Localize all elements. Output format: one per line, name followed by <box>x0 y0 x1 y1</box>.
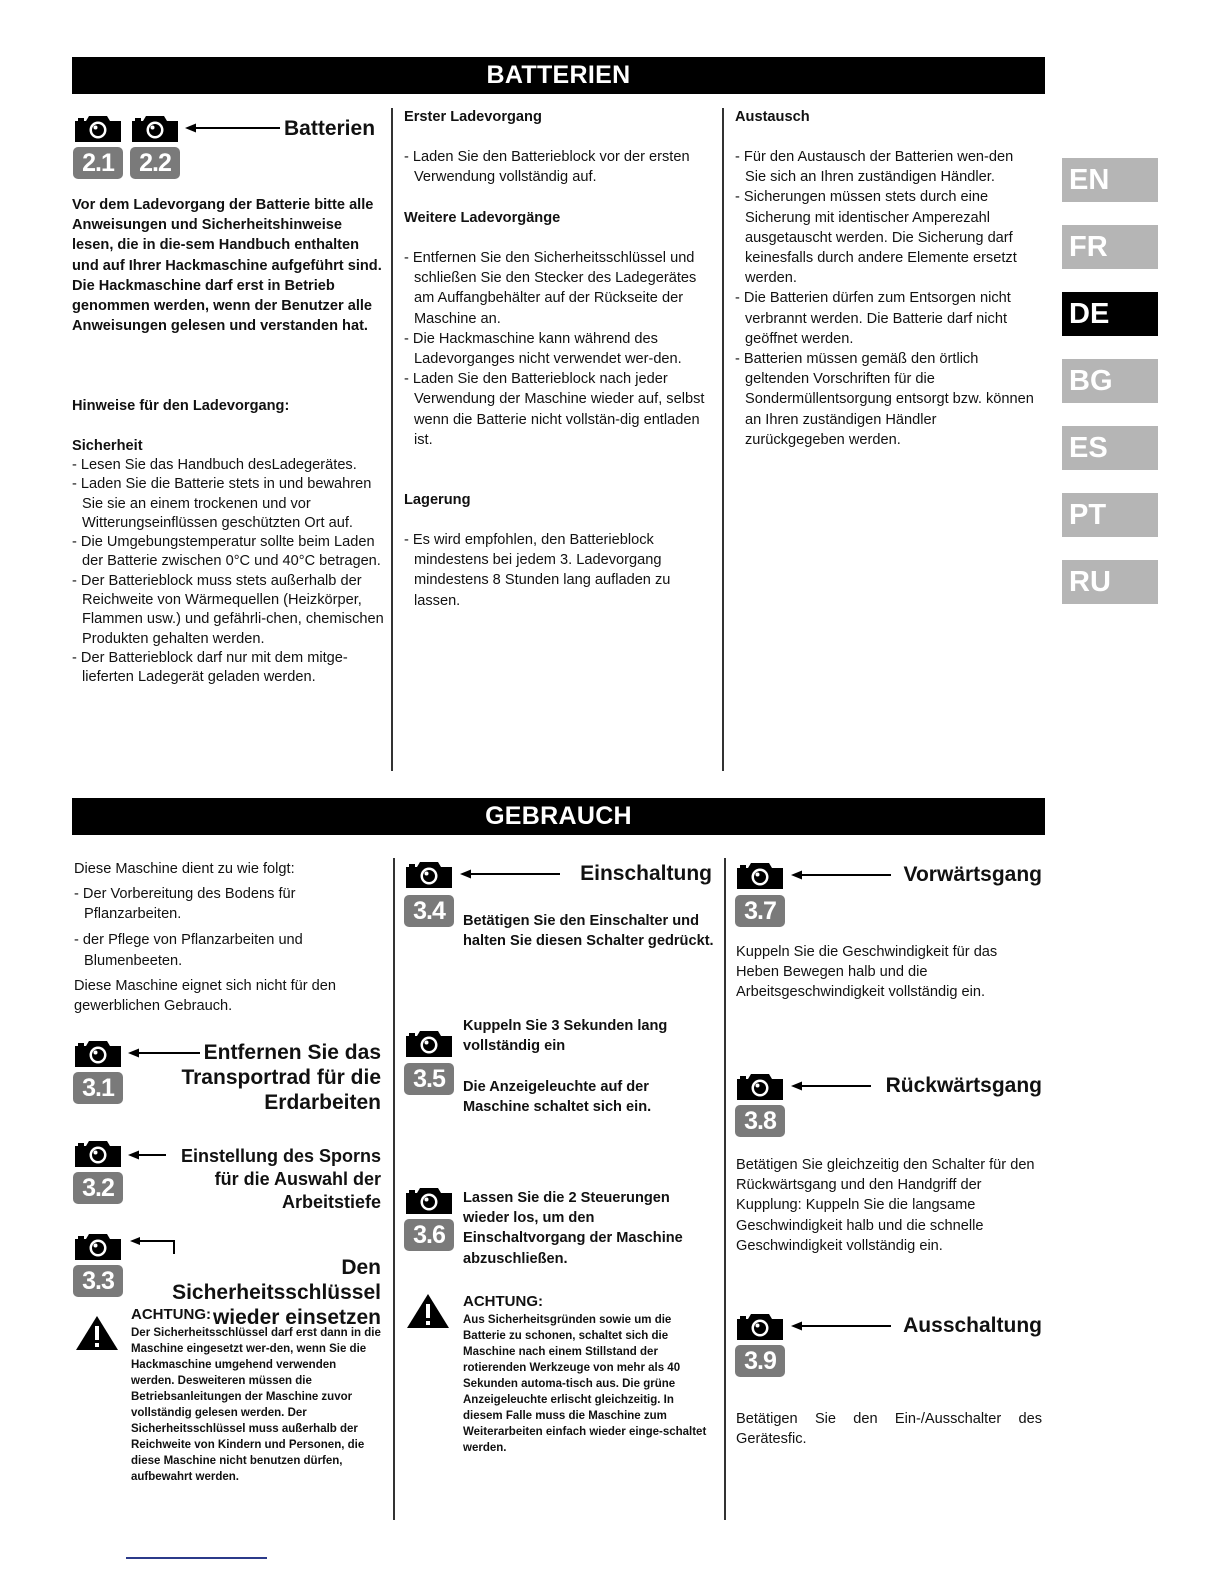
step-3-4-text: Betätigen Sie den Einschalter und halten Sie diesen Schalter gedrückt. <box>463 913 714 950</box>
figure-badge-3-3: 3.3 <box>73 1265 123 1297</box>
storage-heading: Lagerung <box>404 492 471 508</box>
warning-heading: ACHTUNG: <box>131 1306 211 1323</box>
language-tab-bg[interactable]: BG <box>1062 359 1158 403</box>
camera-icon <box>404 1187 454 1215</box>
list-item: - Der Batterieblock muss stets außerhalb der Reichweite von Wärmequellen (Heizkörper, Flammen usw.) und gefährli-chen, chemischen Produkten gehalten werden. <box>72 572 384 649</box>
language-tab-pt[interactable]: PT <box>1062 493 1158 537</box>
figure-label-rueckwaertsgang: Rückwärtsgang <box>885 1074 1042 1097</box>
charging-intro: Vor dem Ladevorgang der Batterie bitte alle Anweisungen und Sicherheitshinweise lesen, die in die-sem Handbuch enthalten und auf Ihrer Hackmaschine aufgeführt sind. Die Hackmaschine darf erst in Betrieb genommen werden, wenn der Benutzer alle Anweisungen gelesen und verstanden hat. <box>72 197 382 335</box>
list-item: - Die Hackmaschine kann während des Ladevorganges nicht verwendet wer-den. <box>404 329 712 369</box>
footer-line <box>126 1557 267 1559</box>
camera-icon <box>73 115 123 143</box>
figure-badge-3-4: 3.4 <box>404 895 454 927</box>
replacement-list <box>735 147 1037 450</box>
step-3-6-text: Lassen Sie die 2 Steuerungen wieder los, um den Einschaltvorgang der Maschine abzuschließen. <box>463 1190 683 1267</box>
camera-icon <box>735 1073 785 1101</box>
language-tab-es[interactable]: ES <box>1062 426 1158 470</box>
arrow-left-icon <box>128 1236 178 1256</box>
camera-icon <box>73 1140 123 1168</box>
first-charge-heading: Erster Ladevorgang <box>404 109 542 125</box>
list-item: - Der Vorbereitung des Bodens für Pflanzarbeiten. <box>74 884 384 924</box>
list-item: - Die Umgebungstemperatur sollte beim Laden der Batterie zwischen 0°C und 40°C betragen. <box>72 533 384 572</box>
first-charge-list <box>404 147 712 187</box>
step-3-7-text: Kuppeln Sie die Geschwindigkeit für das Heben Bewegen halb und die Arbeitsgeschwindigkeit vollständig ein. <box>736 944 998 1001</box>
figure-badge-2-2: 2.2 <box>130 147 180 179</box>
camera-icon <box>404 1030 454 1058</box>
column-divider <box>724 858 726 1520</box>
figure-badge-2-1: 2.1 <box>73 147 123 179</box>
warning-text: Der Sicherheitsschlüssel darf erst dann in die Maschine eingesetzt wer-den, wenn Sie die Hackmaschine umgehend verwenden werden. Desweiteren müssen die Betriebsanleitungen der Maschine zuvor vollständig gelesen werden. Der Sicherheitsschlüssel muss außerhalb der Reichweite von Kindern und Personen, die diese Maschine nicht benutzen dürfen, aufbewahrt werden. <box>131 1327 381 1483</box>
camera-icon <box>404 861 454 889</box>
arrow-left-icon <box>791 1081 871 1091</box>
arrow-left-icon <box>128 1150 166 1160</box>
section-header-gebrauch: GEBRAUCH <box>72 798 1045 835</box>
usage-list <box>74 884 384 971</box>
warning-triangle-icon <box>405 1292 451 1330</box>
list-item: - Für den Austausch der Batterien wen-den Sie sich an Ihren zuständigen Händler. <box>735 147 1037 187</box>
language-tab-ru[interactable]: RU <box>1062 560 1158 604</box>
warning-text: Aus Sicherheitsgründen sowie um die Batterie zu schonen, schaltet sich die Maschine nach einem Stillstand der rotierenden Werkzeuge von mehr als 40 Sekunden automa-tisch aus. Die grüne Anzeigeleuchte erlischt gleichzeitig. In diesem Falle muss die Maschine zum Weiterarbeiten einfach wieder einge-schaltet werden. <box>463 1314 707 1454</box>
figure-badge-3-9: 3.9 <box>735 1345 785 1377</box>
step-3-5-text-2: Die Anzeigeleuchte auf der Maschine schaltet sich ein. <box>463 1079 652 1116</box>
figure-label-ausschaltung: Ausschaltung <box>903 1314 1042 1337</box>
warning-heading: ACHTUNG: <box>463 1293 543 1310</box>
camera-icon <box>130 115 180 143</box>
figure-label-einschaltung: Einschaltung <box>580 862 712 885</box>
usage-intro: Diese Maschine dient zu wie folgt: <box>74 861 295 877</box>
figure-label-3-2: Einstellung des Sporns für die Auswahl der Arbeitstiefe <box>180 1146 381 1212</box>
camera-icon <box>73 1233 123 1261</box>
figure-badge-3-2: 3.2 <box>73 1172 123 1204</box>
figure-badge-3-7: 3.7 <box>735 895 785 927</box>
arrow-left-icon <box>185 123 280 133</box>
figure-label-3-3: Den Sicherheitsschlüssel wieder einsetzen <box>172 1256 381 1329</box>
list-item: - Sicherungen müssen stets durch eine Sicherung mit identischer Amperezahl ausgetauscht werden. Die Sicherung darf keinesfalls durch andere Elemente ersetzt werden. <box>735 187 1037 288</box>
figure-label-vorwaertsgang: Vorwärtsgang <box>903 863 1042 886</box>
list-item: - Entfernen Sie den Sicherheitsschlüssel und schließen Sie den Stecker des Ladegerätes am Auffangbehälter auf der Rückseite der Maschine an. <box>404 248 712 329</box>
storage-list <box>404 530 712 611</box>
figure-label-3-1: Entfernen Sie das Transportrad für die Erdarbeiten <box>181 1041 381 1114</box>
step-3-5-text-1: Kuppeln Sie 3 Sekunden lang vollständig ein <box>463 1018 668 1055</box>
language-tab-en[interactable]: EN <box>1062 158 1158 202</box>
list-item: - Laden Sie die Batterie stets in und bewahren Sie sie an einem trockenen und vor Witterungseinflüssen geschützten Ort auf. <box>72 475 384 533</box>
figure-label-batterien: Batterien <box>284 117 376 140</box>
figure-badge-3-6: 3.6 <box>404 1219 454 1251</box>
safety-heading: Sicherheit <box>72 438 143 454</box>
list-item: - Laden Sie den Batterieblock vor der ersten Verwendung vollständig auf. <box>404 147 712 187</box>
list-item: - Lesen Sie das Handbuch desLadegerätes. <box>72 456 384 475</box>
figure-badge-3-8: 3.8 <box>735 1105 785 1137</box>
camera-icon <box>73 1040 123 1068</box>
list-item: - Der Batterieblock darf nur mit dem mitge-lieferten Ladegerät geladen werden. <box>72 649 384 688</box>
arrow-left-icon <box>791 1321 891 1331</box>
arrow-left-icon <box>460 869 560 879</box>
column-divider <box>391 108 393 771</box>
further-charges-heading: Weitere Ladevorgänge <box>404 210 561 226</box>
figure-badge-3-5: 3.5 <box>404 1063 454 1095</box>
usage-note: Diese Maschine eignet sich nicht für den gewerblichen Gebrauch. <box>74 978 337 1015</box>
camera-icon <box>735 1313 785 1341</box>
safety-list <box>72 456 384 688</box>
further-charges-list <box>404 248 712 450</box>
replacement-heading: Austausch <box>735 109 810 125</box>
list-item: - Batterien müssen gemäß den örtlich geltenden Vorschriften für die Sondermüllentsorgung entsorgt bzw. können an Ihren zuständigen Händler zurückgegeben werden. <box>735 349 1037 450</box>
section-header-batterien: BATTERIEN <box>72 57 1045 94</box>
column-divider <box>393 858 395 1520</box>
list-item: - Die Batterien dürfen zum Entsorgen nicht verbrannt werden. Die Batterie darf nicht geöffnet werden. <box>735 288 1037 349</box>
figure-badge-3-1: 3.1 <box>73 1072 123 1104</box>
step-3-8-text: Betätigen Sie gleichzeitig den Schalter für den Rückwärtsgang und den Handgriff der Kupplung: Kuppeln Sie die langsame Geschwindigkeit halb und die schnelle Geschwindigkeit vollständig ein. <box>736 1157 1035 1254</box>
step-3-9-text: Betätigen Sie den Ein-/Ausschalter des Gerätesfic. <box>736 1411 1042 1448</box>
charging-hints-heading: Hinweise für den Ladevorgang: <box>72 398 290 414</box>
camera-icon <box>735 862 785 890</box>
column-divider <box>722 108 724 771</box>
list-item: - Es wird empfohlen, den Batterieblock mindestens bei jedem 3. Ladevorgang mindestens 8 Stunden lang aufladen zu lassen. <box>404 530 712 611</box>
language-tab-fr[interactable]: FR <box>1062 225 1158 269</box>
list-item: - Laden Sie den Batterieblock nach jeder Verwendung der Maschine wieder auf, selbst wenn die Batterie nicht vollstän-dig entladen ist. <box>404 369 712 450</box>
list-item: - der Pflege von Pflanzarbeiten und Blumenbeeten. <box>74 930 384 970</box>
arrow-left-icon <box>791 870 891 880</box>
language-tab-de[interactable]: DE <box>1062 292 1158 336</box>
warning-triangle-icon <box>74 1314 120 1352</box>
